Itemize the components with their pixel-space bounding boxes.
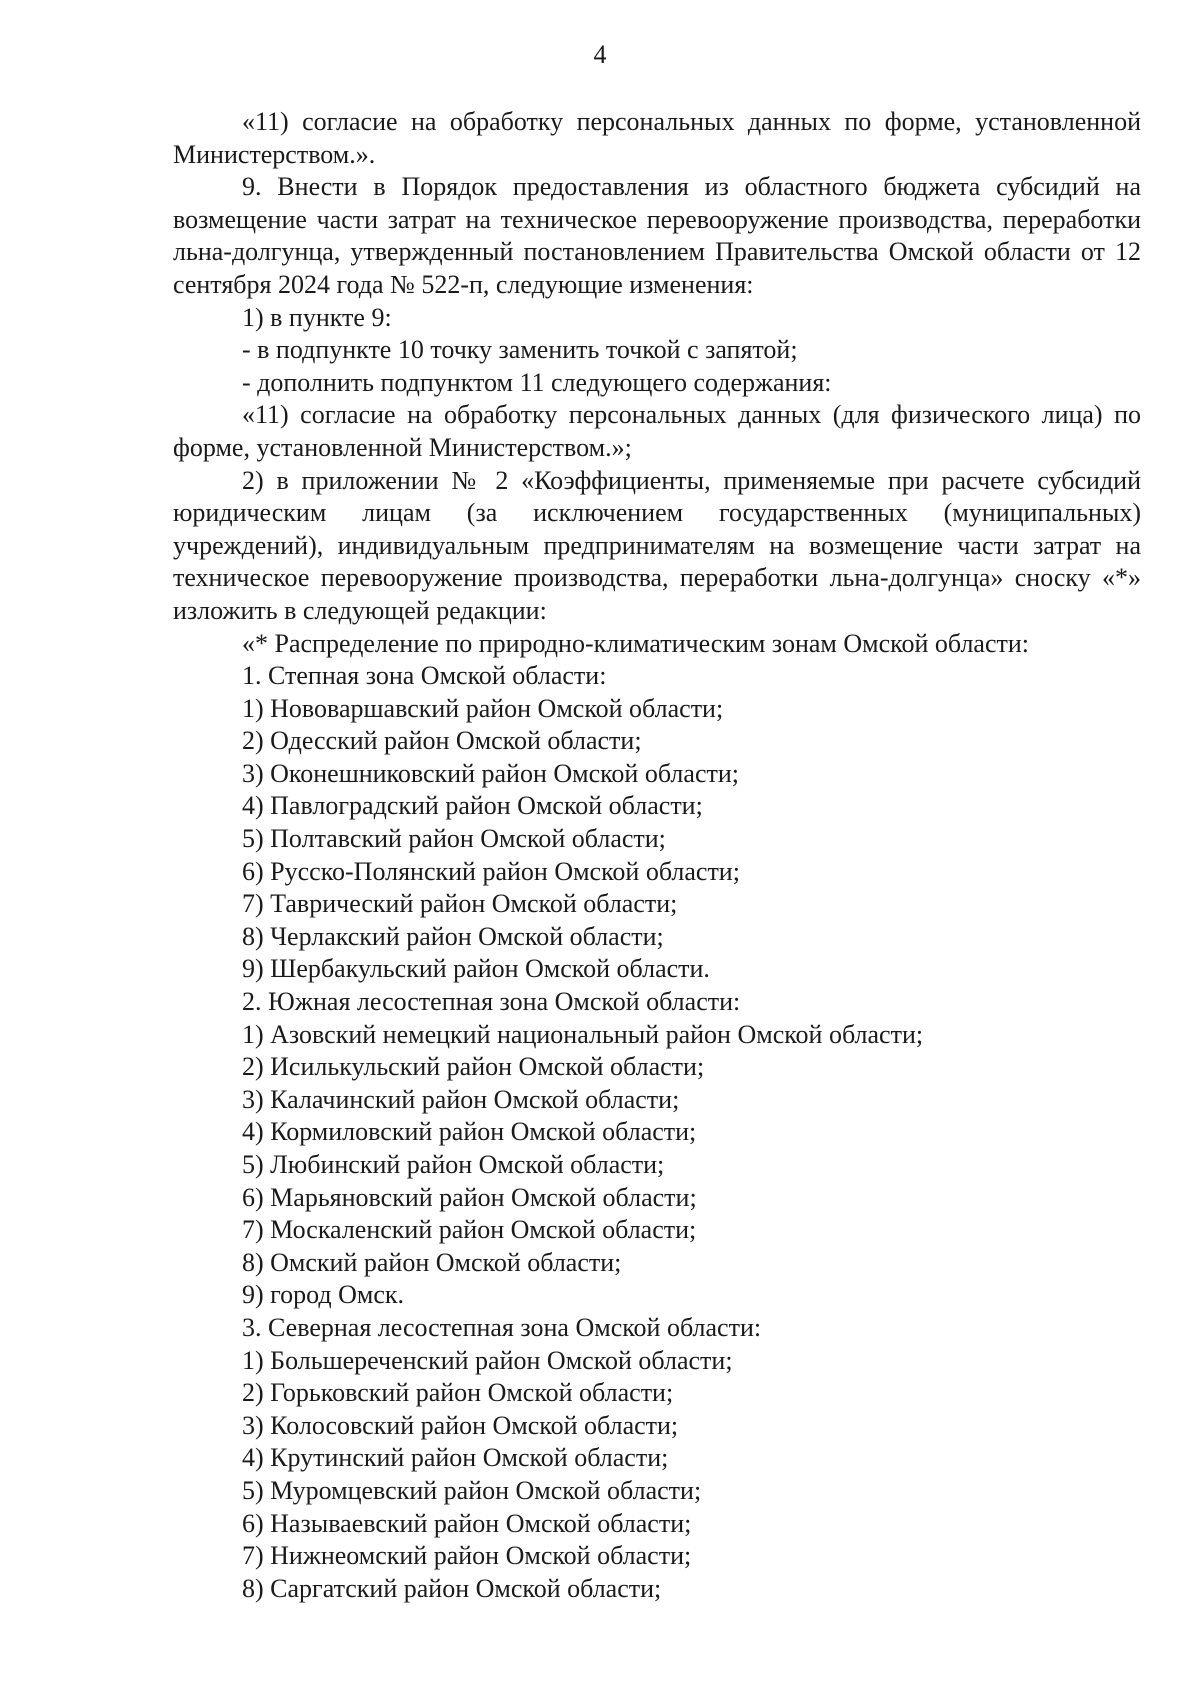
paragraph: 8) Черлакский район Омской области; xyxy=(242,921,664,951)
paragraph: 4) Крутинский район Омской области; xyxy=(242,1443,669,1473)
paragraph: 2) Горьковский район Омской области; xyxy=(242,1378,674,1408)
paragraph: 6) Называевский район Омской области; xyxy=(242,1508,692,1538)
paragraph: «* Распределение по природно-климатическим зонам Омской области: xyxy=(242,628,1029,658)
paragraph: 1) Азовский немецкий национальный район Омской области; xyxy=(242,1019,924,1049)
paragraph: 9) Шербакульский район Омской области. xyxy=(242,954,710,984)
paragraph: 5) Муромцевский район Омской области; xyxy=(242,1475,702,1505)
paragraph: 2. Южная лесостепная зона Омской области: xyxy=(242,987,741,1017)
paragraph: 1. Степная зона Омской области: xyxy=(242,661,607,691)
paragraph: 6) Марьяновский район Омской области; xyxy=(242,1182,697,1212)
paragraph: 5) Полтавский район Омской области; xyxy=(242,824,666,854)
paragraph: 2) в приложении № 2 «Коэффициенты, применяемые при расчете субсидий юридическим лицам (за исключением государственных (муниципальных) учреждений), индивидуальным предпринимателям на возмещение части затрат на техническое перевооружение производства, переработки льна-долгунца» сноску «*» изложить в следующей редакции: xyxy=(173,465,1141,625)
paragraph: 2) Одесский район Омской области; xyxy=(242,726,642,756)
paragraph: 9) город Омск. xyxy=(242,1280,405,1310)
paragraph: 5) Любинский район Омской области; xyxy=(242,1150,665,1179)
paragraph: 3) Колосовский район Омской области; xyxy=(242,1410,679,1440)
paragraph: 1) Нововаршавский район Омской области; xyxy=(242,693,724,723)
paragraph: 8) Саргатский район Омской области; xyxy=(242,1573,662,1603)
document-body xyxy=(173,106,1141,1605)
paragraph: 3) Калачинский район Омской области; xyxy=(242,1084,680,1114)
paragraph: «11) согласие на обработку персональных данных (для физического лица) по форме, установленной Министерством.»; xyxy=(173,400,1141,462)
paragraph: 1) Большереченский район Омской области; xyxy=(242,1345,733,1375)
paragraph: 9. Внести в Порядок предоставления из областного бюджета субсидий на возмещение части затрат на техническое перевооружение производства, переработки льна-долгунца, утвержденный постановлением Правительства Омской области от 12 сентября 2024 года № 522-п, следующие изменения: xyxy=(173,172,1141,299)
paragraph: 4) Кормиловский район Омской области; xyxy=(242,1117,697,1147)
paragraph: 2) Исилькульский район Омской области; xyxy=(242,1052,705,1082)
paragraph: 1) в пункте 9: xyxy=(242,302,392,332)
paragraph: 7) Таврический район Омской области; xyxy=(242,889,678,919)
paragraph: «11) согласие на обработку персональных данных по форме, установленной Министерством.». xyxy=(173,107,1141,169)
paragraph: 4) Павлоградский район Омской области; xyxy=(242,791,703,821)
paragraph: 7) Нижнеомский район Омской области; xyxy=(242,1541,692,1571)
paragraph: 3. Северная лесостепная зона Омской области: xyxy=(242,1312,762,1342)
paragraph: 3) Оконешниковский район Омской области; xyxy=(242,758,739,788)
page-number: 4 xyxy=(593,40,607,69)
paragraph: 6) Русско-Полянский район Омской области; xyxy=(242,856,740,886)
paragraph: 7) Москаленский район Омской области; xyxy=(242,1215,697,1245)
paragraph: - дополнить подпунктом 11 следующего содержания: xyxy=(242,367,832,397)
paragraph: - в подпункте 10 точку заменить точкой с запятой; xyxy=(242,335,798,365)
paragraph: 8) Омский район Омской области; xyxy=(242,1247,622,1277)
